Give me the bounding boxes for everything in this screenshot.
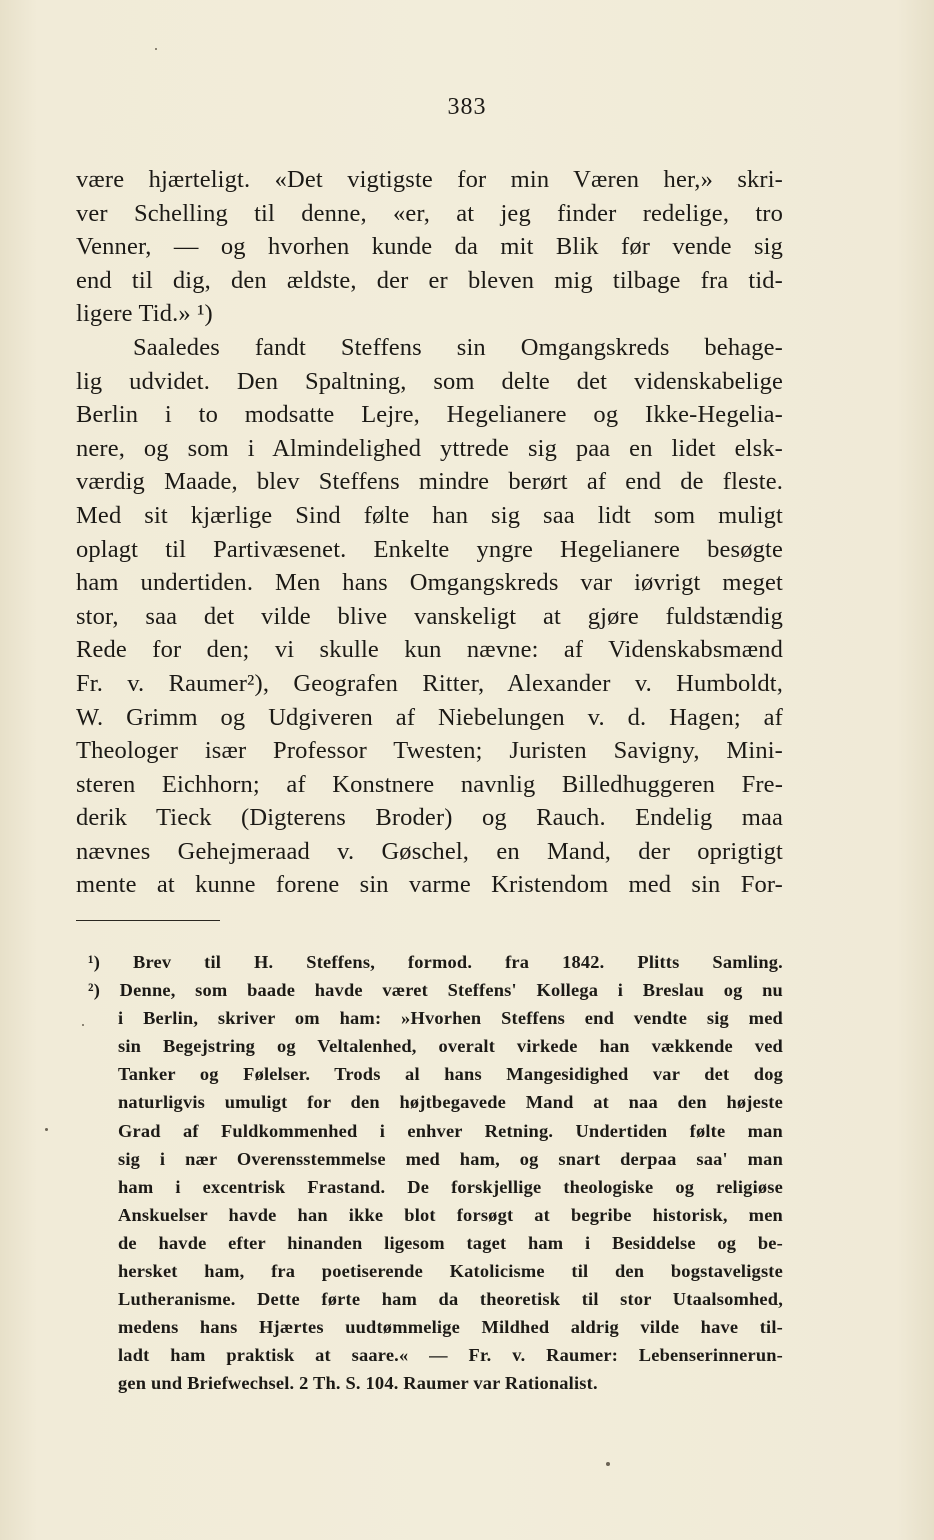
body-line: stor, saa det vilde blive vanskeligt at gjøre fuldstændig	[76, 602, 783, 630]
footnote-line: sig i nær Overensstemmelse med ham, og snart derpaa saa' man	[118, 1148, 783, 1169]
footnote-line: Lutheranisme. Dette førte ham da theoretisk til stor Utaalsomhed,	[118, 1289, 783, 1310]
body-line: Venner, — og hvorhen kunde da mit Blik før vende sig	[76, 233, 783, 261]
body-line: Med sit kjærlige Sind følte han sig saa lidt som muligt	[76, 501, 783, 529]
body-line: ver Schelling til denne, «er, at jeg finder redelige, tro	[76, 199, 783, 227]
footnote-line: ²) Denne, som baade havde været Steffens' Kollega i Breslau og nu	[88, 980, 783, 1001]
body-line: W. Grimm og Udgiveren af Niebelungen v. d. Hagen; af	[76, 703, 783, 731]
footnotes	[76, 948, 783, 1398]
footnote-line: i Berlin, skriver om ham: »Hvorhen Steffens end vendte sig med	[118, 1008, 783, 1029]
body-line: Berlin i to modsatte Lejre, Hegelianere og Ikke-Hegelia-	[76, 401, 783, 429]
footnote-line: gen und Briefwechsel. 2 Th. S. 104. Raumer var Rationalist.	[118, 1373, 598, 1394]
footnote-rule	[76, 920, 220, 921]
body-text	[76, 163, 783, 902]
paper-speck	[155, 48, 157, 50]
page-number: 383	[447, 94, 487, 120]
footnote-line: Tanker og Følelser. Trods al hans Mangesidighed var det dog	[118, 1064, 783, 1085]
footnote-line: medens hans Hjærtes uudtømmelige Mildhed aldrig vilde have til-	[118, 1317, 783, 1338]
body-line: end til dig, den ældste, der er bleven mig tilbage fra tid-	[76, 266, 783, 294]
body-line: værdig Maade, blev Steffens mindre berørt af end de fleste.	[76, 468, 783, 496]
body-line: Fr. v. Raumer²), Geografen Ritter, Alexander v. Humboldt,	[76, 669, 783, 697]
body-line: ham undertiden. Men hans Omgangskreds var iøvrigt meget	[76, 569, 783, 597]
body-line: ligere Tid.» ¹)	[76, 300, 213, 328]
body-line: Rede for den; vi skulle kun nævne: af Videnskabsmænd	[76, 636, 783, 664]
footnote-line: de havde efter hinanden ligesom taget ham i Besiddelse og be-	[118, 1232, 783, 1253]
paper-speck	[82, 1024, 84, 1026]
body-line: Saaledes fandt Steffens sin Omgangskreds behage-	[133, 333, 783, 361]
footnote-line: ham i excentrisk Frastand. De forskjellige theologiske og religiøse	[118, 1176, 783, 1197]
paper-speck	[45, 1128, 48, 1131]
footnote-line: Grad af Fuldkommenhed i enhver Retning. Undertiden følte man	[118, 1120, 783, 1141]
body-line: være hjærteligt. «Det vigtigste for min Væren her,» skri-	[76, 166, 783, 193]
footnote-line: sin Begejstring og Veltalenhed, overalt virkede han vækkende ved	[118, 1036, 783, 1057]
footnote-line: Anskuelser havde han ikke blot forsøgt at begribe historisk, men	[118, 1204, 783, 1225]
body-line: derik Tieck (Digterens Broder) og Rauch. Endelig maa	[76, 804, 783, 832]
body-line: steren Eichhorn; af Konstnere navnlig Billedhuggeren Fre-	[76, 770, 783, 798]
footnote-line: naturligvis umuligt for den højtbegavede Mand at naa den højeste	[118, 1092, 783, 1113]
paper-speck	[606, 1462, 610, 1466]
body-line: nævnes Gehejmeraad v. Gøschel, en Mand, der oprigtigt	[76, 837, 783, 865]
body-line: Theologer især Professor Twesten; Juristen Savigny, Mini-	[76, 737, 783, 765]
body-line: mente at kunne forene sin varme Kristendom med sin For-	[76, 871, 783, 899]
body-line: nere, og som i Almindelighed yttrede sig paa en lidet elsk-	[76, 434, 783, 462]
footnote-line: hersket ham, fra poetiserende Katolicisme til den bogstaveligste	[118, 1261, 783, 1282]
body-line: lig udvidet. Den Spaltning, som delte det videnskabelige	[76, 367, 783, 395]
footnote-line: ladt ham praktisk at saare.« — Fr. v. Raumer: Lebenserinnerun-	[118, 1345, 783, 1366]
footnote-line: ¹) Brev til H. Steffens, formod. fra 1842. Plitts Samling.	[88, 952, 783, 972]
body-line: oplagt til Partivæsenet. Enkelte yngre Hegelianere besøgte	[76, 535, 783, 563]
